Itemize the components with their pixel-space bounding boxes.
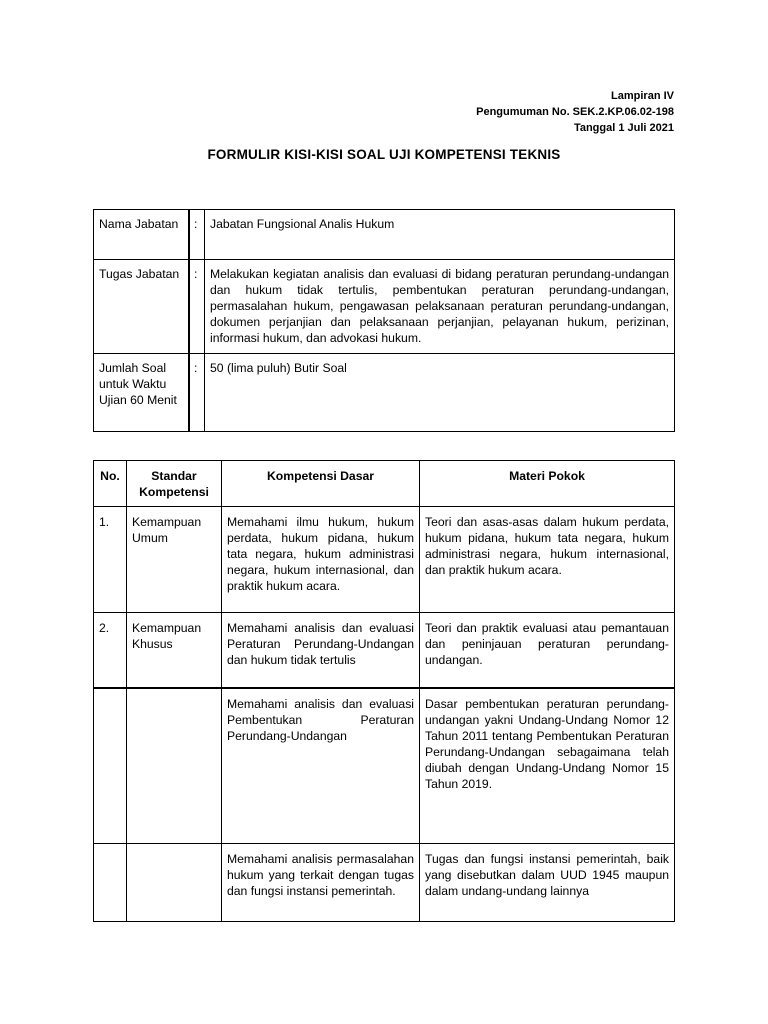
table-row xyxy=(94,613,675,688)
header-materi: Materi Pokok xyxy=(420,461,675,507)
row-standar xyxy=(127,688,222,844)
header-kompetensi: Kompetensi Dasar xyxy=(222,461,420,507)
pengumuman-number: Pengumuman No. SEK.2.KP.06.02-198 xyxy=(476,106,674,118)
row-materi: Tugas dan fungsi instansi pemerintah, baik yang disebutkan dalam UUD 1945 maupun dalam undang-undang lainnya xyxy=(420,844,675,922)
info-row-nama xyxy=(94,210,675,260)
info-row-jumlah xyxy=(94,354,675,432)
info-value: 50 (lima puluh) Butir Soal xyxy=(205,354,675,432)
row-materi: Dasar pembentukan peraturan perundang-undangan yakni Undang-Undang Nomor 12 Tahun 2011 tentang Pembentukan Peraturan Perundang-Undangan sebagaimana telah diubah dengan Undang-Undang Nomor 15 Tahun 2019. xyxy=(420,688,675,844)
info-value: Melakukan kegiatan analisis dan evaluasi di bidang peraturan perundang-undangan dan hukum tidak tertulis, pembentukan peraturan perundang-undangan, permasalahan hukum, pengawasan pelaksanaan peraturan perundang-undangan, dokumen perjanjian dan pelaksanaan perjanjian, pelayanan hukum, perizinan, informasi hukum, dan advokasi hukum. xyxy=(205,260,675,354)
header-standar: Standar Kompetensi xyxy=(127,461,222,507)
info-label: Tugas Jabatan xyxy=(94,260,190,354)
row-materi: Teori dan praktik evaluasi atau pemantauan dan peninjauan peraturan perundang-undangan. xyxy=(420,613,675,688)
info-separator: : xyxy=(189,354,205,432)
document-header xyxy=(476,88,674,136)
row-kompetensi: Memahami analisis dan evaluasi Pembentukan Peraturan Perundang-Undangan xyxy=(222,688,420,844)
row-standar xyxy=(127,844,222,922)
row-no: 2. xyxy=(94,613,127,688)
header-no: No. xyxy=(94,461,127,507)
tanggal-date: Tanggal 1 Juli 2021 xyxy=(573,122,674,134)
info-label: Nama Jabatan xyxy=(94,210,190,260)
position-info-table xyxy=(93,209,675,432)
row-no xyxy=(94,844,127,922)
table-row xyxy=(94,844,675,922)
row-kompetensi: Memahami analisis dan evaluasi Peraturan Perundang-Undangan dan hukum tidak tertulis xyxy=(222,613,420,688)
info-row-tugas xyxy=(94,260,675,354)
row-standar: Kemampuan Umum xyxy=(127,507,222,613)
row-no: 1. xyxy=(94,507,127,613)
table-row xyxy=(94,688,675,844)
competency-grid-table xyxy=(93,460,675,922)
row-no xyxy=(94,688,127,844)
row-materi: Teori dan asas-asas dalam hukum perdata, hukum pidana, hukum tata negara, hukum administrasi negara, hukum internasional, dan praktik hukum acara. xyxy=(420,507,675,613)
lampiran-label: Lampiran IV xyxy=(611,90,674,102)
table-row xyxy=(94,507,675,613)
row-kompetensi: Memahami analisis permasalahan hukum yang terkait dengan tugas dan fungsi instansi pemerintah. xyxy=(222,844,420,922)
grid-header-row xyxy=(94,461,675,507)
info-separator: : xyxy=(189,260,205,354)
info-separator: : xyxy=(189,210,205,260)
info-value: Jabatan Fungsional Analis Hukum xyxy=(205,210,675,260)
page-title: FORMULIR KISI-KISI SOAL UJI KOMPETENSI TEKNIS xyxy=(207,147,561,162)
row-kompetensi: Memahami ilmu hukum, hukum perdata, hukum pidana, hukum tata negara, hukum administrasi negara, hukum internasional, dan praktik hukum acara. xyxy=(222,507,420,613)
info-label: Jumlah Soal untuk Waktu Ujian 60 Menit xyxy=(94,354,190,432)
row-standar: Kemampuan Khusus xyxy=(127,613,222,688)
